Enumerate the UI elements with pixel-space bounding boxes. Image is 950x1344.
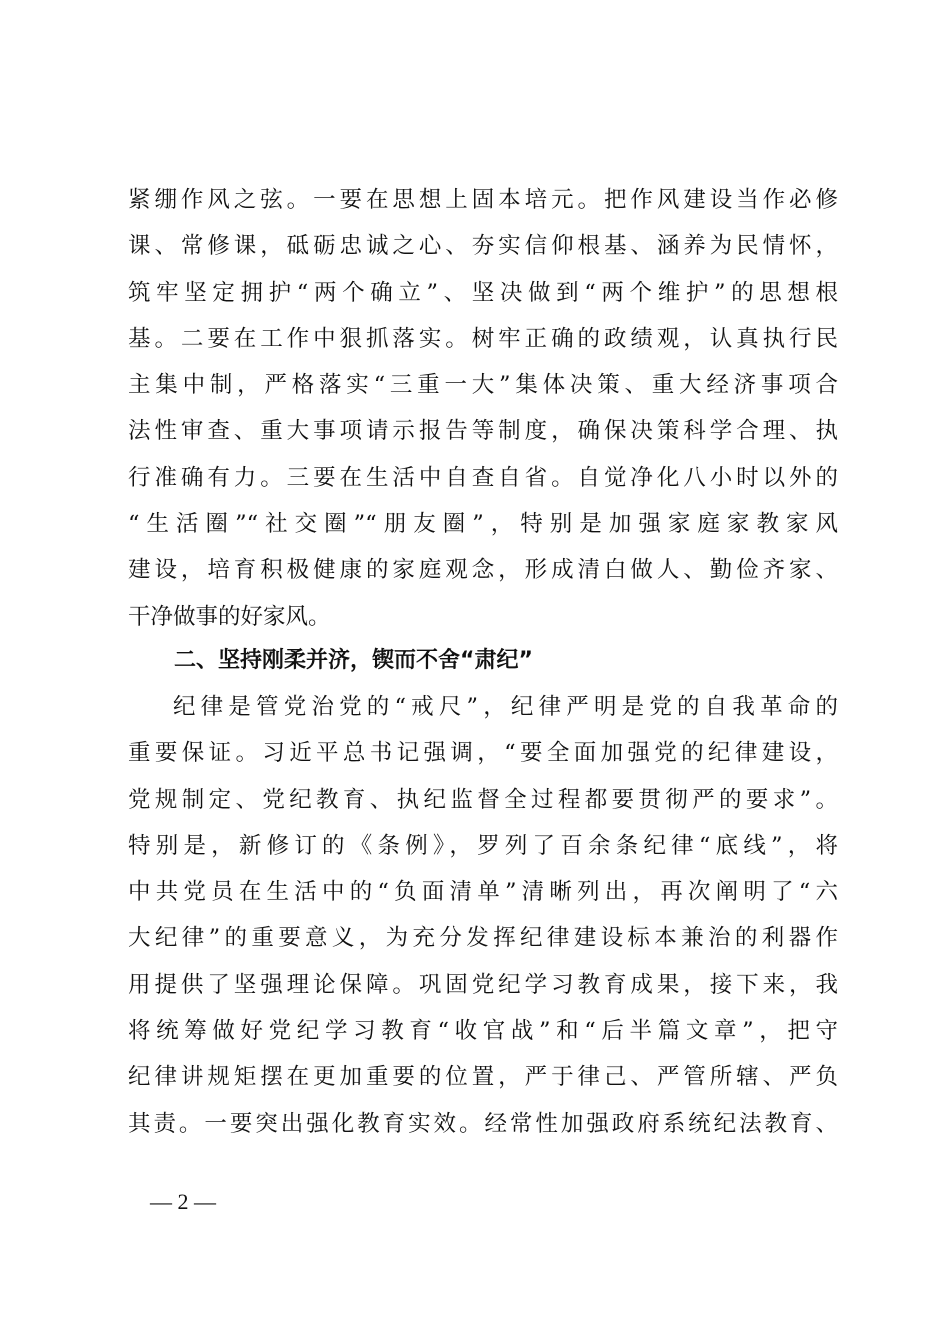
paragraph-line: 主集中制，严格落实“三重一大”集体决策、重大经济事项合 [128,372,838,399]
paragraph-line: 中共党员在生活中的“负面清单”清晰列出，再次阐明了“六 [128,879,838,906]
paragraph-line: 将统筹做好党纪学习教育“收官战”和“后半篇文章”，把守 [128,1018,838,1045]
paragraph-line: 其责。一要突出强化教育实效。经常性加强政府系统纪法教育、 [128,1110,838,1137]
paragraph-line: 紧绷作风之弦。一要在思想上固本培元。把作风建设当作必修 [128,187,838,213]
paragraph-line: 重要保证。习近平总书记强调，“要全面加强党的纪律建设， [128,740,838,767]
paragraph-line: 建设，培育积极健康的家庭观念，形成清白做人、勤俭齐家、 [128,557,838,584]
paragraph-line: 基。二要在工作中狠抓落实。树牢正确的政绩观，认真执行民 [128,325,838,352]
paragraph-line: 行准确有力。三要在生活中自查自省。自觉净化八小时以外的 [128,464,838,491]
paragraph-section-2 [128,684,838,1147]
page-number: — 2 — [150,1189,216,1214]
paragraph-line: 大纪律”的重要意义，为充分发挥纪律建设标本兼治的利器作 [128,925,838,952]
paragraph-line: 筑牢坚定拥护“两个确立”、坚决做到“两个维护”的思想根 [128,279,838,306]
paragraph-line: “生活圈”“社交圈”“朋友圈”，特别是加强家庭家教家风 [128,511,838,538]
paragraph-line: 党规制定、党纪教育、执纪监督全过程都要贯彻严的要求”。 [128,786,838,813]
paragraph-line: 法性审查、重大事项请示报告等制度，确保决策科学合理、执 [128,418,838,445]
paragraph-line: 课、常修课，砥砺忠诚之心、夯实信仰根基、涵养为民情怀， [128,233,838,260]
section-heading: 二、坚持刚柔并济，锲而不舍“肃纪” [174,648,533,673]
paragraph-line: 纪律讲规矩摆在更加重要的位置，严于律己、严管所辖、严负 [128,1064,838,1091]
paragraph-line: 用提供了坚强理论保障。巩固党纪学习教育成果，接下来，我 [128,971,838,998]
paragraph-section-1 [128,177,838,640]
paragraph-line: 干净做事的好家风。 [128,603,331,630]
paragraph-line: 特别是，新修订的《条例》，罗列了百余条纪律“底线”，将 [128,832,838,859]
paragraph-line: 纪律是管党治党的“戒尺”，纪律严明是党的自我革命的 [173,694,838,720]
